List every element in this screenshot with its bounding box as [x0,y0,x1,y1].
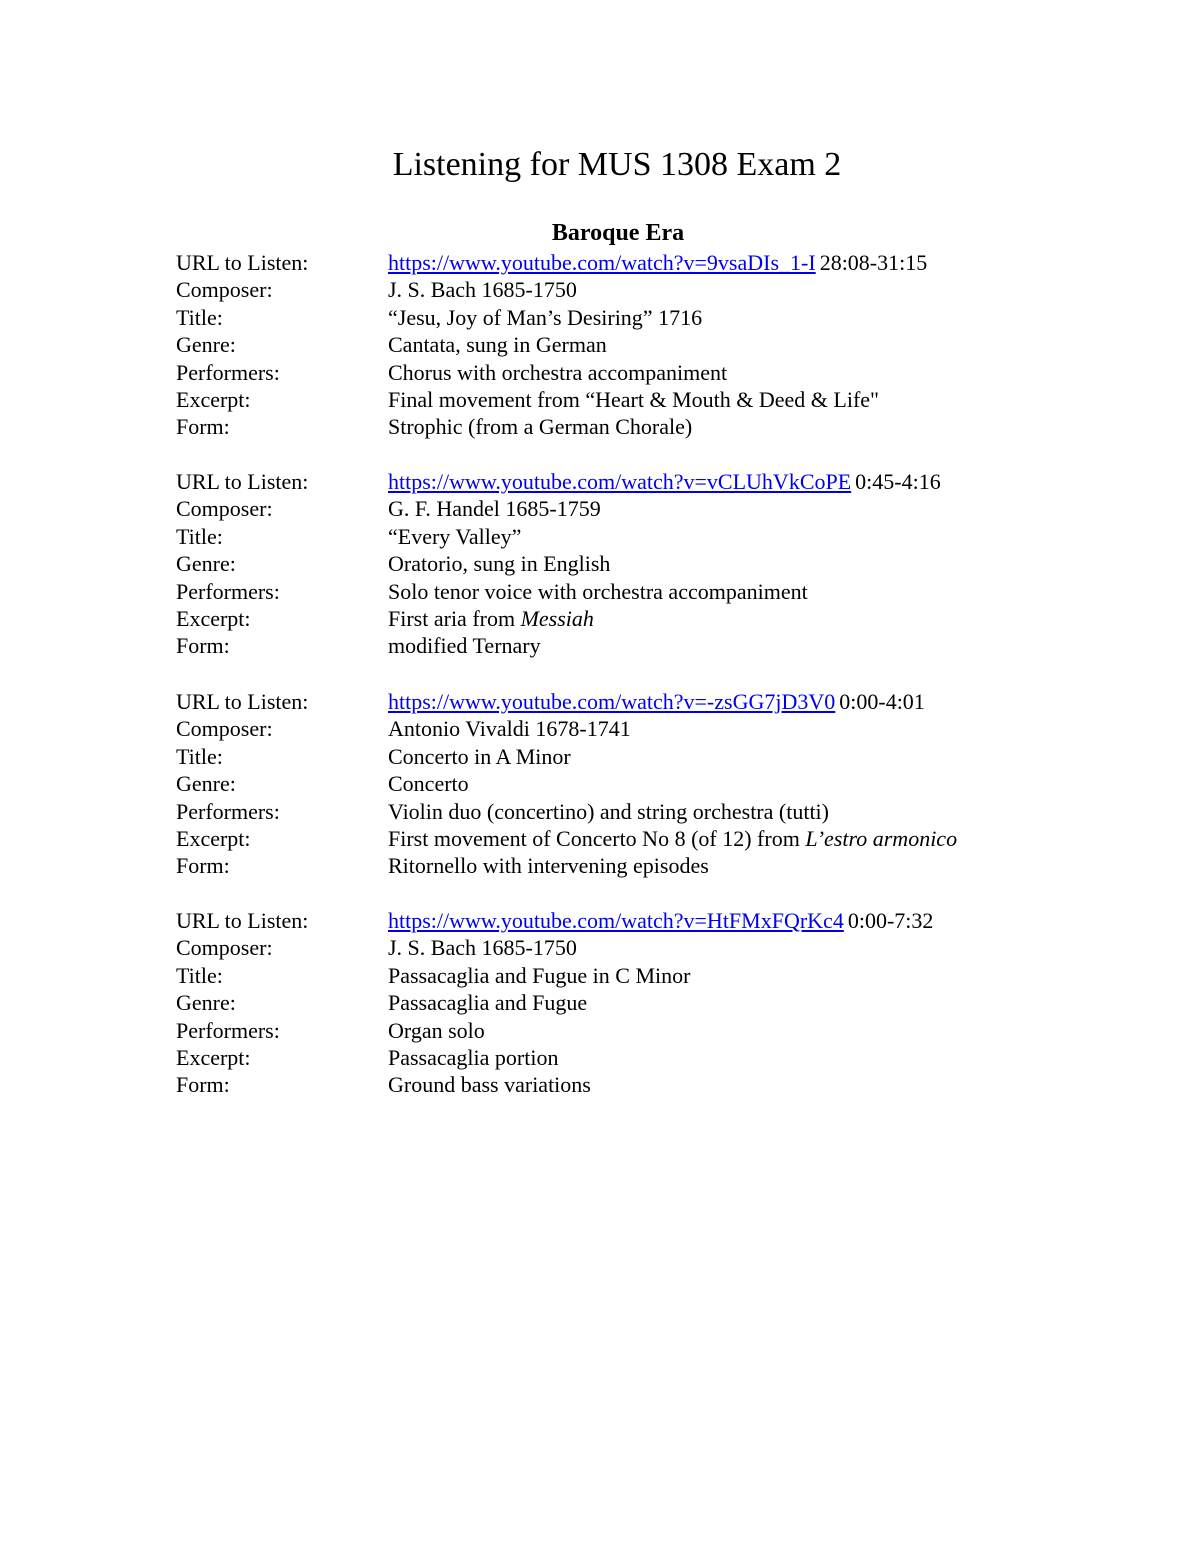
form-value: modified Ternary [388,633,541,659]
form-row [176,852,1176,879]
form-value: Ground bass variations [388,1072,591,1098]
form-label: Form: [176,1072,230,1098]
genre-row [176,989,1176,1016]
url-row [176,907,1176,934]
composer-row [176,715,1176,742]
excerpt-text: Final movement from “Heart & Mouth & Deed & Life" [388,386,880,412]
performers-value: Violin duo (concertino) and string orchestra (tutti) [388,798,829,824]
performers-row [176,578,1176,605]
genre-value: Concerto [388,771,469,797]
genre-label: Genre: [176,332,236,358]
youtube-link[interactable]: https://www.youtube.com/watch?v=HtFMxFQrKc4 [388,908,844,933]
form-value: Strophic (from a German Chorale) [388,414,693,440]
timing: 0:00-7:32 [847,908,934,933]
title-row [176,304,1176,331]
document-title: Listening for MUS 1308 Exam 2 [392,146,842,183]
genre-label: Genre: [176,990,236,1016]
title-value: “Jesu, Joy of Man’s Desiring” 1716 [388,304,703,330]
genre-value: Cantata, sung in German [388,332,607,358]
url-row [176,688,1176,715]
performers-row [176,798,1176,825]
performers-value: Chorus with orchestra accompaniment [388,359,728,385]
genre-value: Passacaglia and Fugue [388,990,588,1016]
youtube-link[interactable]: https://www.youtube.com/watch?v=-zsGG7jD3V0 [388,689,836,714]
composer-label: Composer: [176,277,273,303]
title-label: Title: [176,304,223,330]
performers-row [176,359,1176,386]
excerpt-row [176,386,1176,413]
composer-row [176,495,1176,522]
genre-row [176,550,1176,577]
composer-label: Composer: [176,716,273,742]
youtube-link[interactable]: https://www.youtube.com/watch?v=vCLUhVkCoPE [388,469,852,494]
excerpt-work-title: Messiah [520,605,594,631]
url-label: URL to Listen: [176,250,309,275]
listening-entry [176,468,1176,660]
performers-value: Solo tenor voice with orchestra accompaniment [388,578,808,604]
url-value [388,907,933,934]
performers-value: Organ solo [388,1017,485,1043]
title-value: “Every Valley” [388,523,522,549]
performers-label: Performers: [176,798,280,824]
excerpt-text: Passacaglia portion [388,1044,559,1070]
excerpt-text: First aria from [388,605,521,631]
excerpt-label: Excerpt: [176,825,251,851]
url-label: URL to Listen: [176,469,309,494]
title-row [176,743,1176,770]
url-value [388,688,925,715]
genre-row [176,770,1176,797]
timing: 28:08-31:15 [819,250,928,275]
form-value: Ritornello with intervening episodes [388,853,709,879]
title-value: Concerto in A Minor [388,743,571,769]
performers-label: Performers: [176,1017,280,1043]
form-row [176,632,1176,659]
excerpt-label: Excerpt: [176,605,251,631]
composer-value: J. S. Bach 1685-1750 [388,277,577,303]
form-label: Form: [176,414,230,440]
form-label: Form: [176,853,230,879]
genre-value: Oratorio, sung in English [388,551,611,577]
timing: 0:45-4:16 [855,469,941,494]
excerpt-text: First movement of Concerto No 8 (of 12) from [388,825,806,851]
section-heading: Baroque Era [551,220,685,246]
performers-label: Performers: [176,578,280,604]
title-value: Passacaglia and Fugue in C Minor [388,962,691,988]
listening-entry [176,907,1176,1099]
excerpt-label: Excerpt: [176,1044,251,1070]
excerpt-row [176,825,1176,852]
url-row [176,468,1176,495]
listening-entry [176,688,1176,880]
form-row [176,1071,1176,1098]
listening-entry [176,249,1176,441]
youtube-link[interactable]: https://www.youtube.com/watch?v=9vsaDIs_1-I [388,250,816,275]
title-row [176,962,1176,989]
url-label: URL to Listen: [176,689,309,714]
composer-row [176,934,1176,961]
url-value [388,468,941,495]
excerpt-value [388,386,879,413]
url-value [388,249,927,276]
genre-label: Genre: [176,551,236,577]
title-label: Title: [176,962,223,988]
excerpt-value [388,825,957,852]
performers-row [176,1017,1176,1044]
title-label: Title: [176,523,223,549]
genre-label: Genre: [176,771,236,797]
url-row [176,249,1176,276]
excerpt-value [388,1044,558,1071]
performers-label: Performers: [176,359,280,385]
composer-value: Antonio Vivaldi 1678-1741 [388,716,631,742]
excerpt-value [388,605,594,632]
excerpt-row [176,1044,1176,1071]
composer-row [176,276,1176,303]
excerpt-row [176,605,1176,632]
form-row [176,413,1176,440]
composer-value: J. S. Bach 1685-1750 [388,935,577,961]
form-label: Form: [176,633,230,659]
composer-label: Composer: [176,496,273,522]
composer-label: Composer: [176,935,273,961]
title-row [176,523,1176,550]
composer-value: G. F. Handel 1685-1759 [388,496,601,522]
timing: 0:00-4:01 [839,689,925,714]
url-label: URL to Listen: [176,908,309,933]
excerpt-label: Excerpt: [176,386,251,412]
genre-row [176,331,1176,358]
excerpt-work-title: L’estro armonico [805,825,958,851]
title-label: Title: [176,743,223,769]
